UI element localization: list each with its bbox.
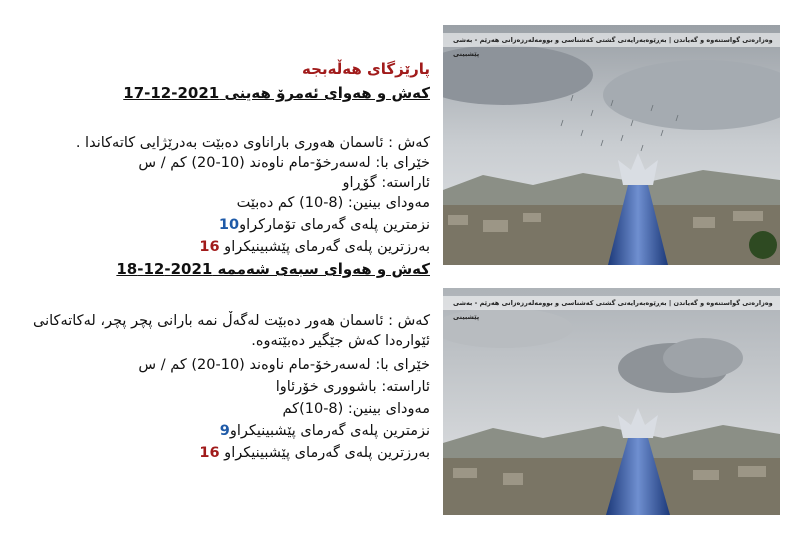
photo-banner-2: وەزارەتی گواستنەوە و گەیاندن | بەڕێوەبەرایەتی گشتی کەشناسی و بوومەلەرزەزانی هەرێم - بەشی پێشبینی bbox=[453, 299, 773, 321]
weather-photo-rain bbox=[443, 25, 780, 265]
day1-min-temp-label: نزمترین پلەی گەرمای تۆمارکراو bbox=[239, 217, 430, 233]
day2-wind-direction: ئاراستە: باشووری خۆرئاوا bbox=[275, 379, 430, 395]
day2-max-temp-label: بەرزترین پلەی گەرمای پێشبینیکراو bbox=[219, 445, 430, 461]
day2-min-temp-label: نزمترین پلەی گەرمای پێشبینیکراو bbox=[229, 423, 430, 439]
day1-max-temp bbox=[199, 238, 430, 256]
day1-heading: کەش و هەوای ئەمرۆ هەینی 2021-12-17 bbox=[123, 84, 430, 102]
photo-banner-1: وەزارەتی گواستنەوە و گەیاندن | بەڕێوەبەرایەتی گشتی کەشناسی و بوومەلەرزەزانی هەرێم - بەشی پێشبینی bbox=[453, 36, 773, 58]
day2-max-temp bbox=[199, 444, 430, 462]
day1-min-temp-value: 10 bbox=[218, 217, 240, 233]
day2-sky-line2: ئێوارەدا کەش جێگیر دەبێتەوە. bbox=[251, 333, 430, 349]
day1-min-temp bbox=[219, 216, 430, 234]
day2-min-temp-value: 9 bbox=[219, 423, 230, 439]
day2-min-temp bbox=[220, 422, 430, 440]
day1-visibility: مەودای بینین: (8-10) کم دەبێت bbox=[236, 195, 430, 211]
page-title: پارێزگای هەڵەبجە bbox=[302, 60, 430, 78]
day2-heading: کەش و هەوای سبەی شەممە 2021-12-18 bbox=[116, 260, 430, 278]
day1-wind-direction: ئاراستە: گۆڕاو bbox=[342, 175, 430, 191]
day2-sky-line1: کەش : ئاسمان هەور دەبێت لەگەڵ نمە بارانی پچر پچر، لەکاتەکانی bbox=[33, 313, 430, 329]
day2-max-temp-value: 16 bbox=[199, 445, 220, 461]
day2-visibility: مەودای بینین: (8-10)کم bbox=[282, 401, 430, 417]
day1-sky: کەش : ئاسمان هەوری باراناوی دەبێت بەدرێژایی کاتەکاندا . bbox=[75, 135, 430, 151]
day1-wind-speed: خێرای با: لەسەرخۆ-مام ناوەند (10-20) کم / س bbox=[138, 155, 430, 171]
rain-scene-image bbox=[443, 25, 780, 265]
weather-photo-cloudy bbox=[443, 288, 780, 515]
day2-wind-speed: خێرای با: لەسەرخۆ-مام ناوەند (10-20) کم / س bbox=[138, 357, 430, 373]
day1-max-temp-value: 16 bbox=[199, 239, 220, 255]
cloudy-scene-image bbox=[443, 288, 780, 515]
day1-max-temp-label: بەرزترین پلەی گەرمای پێشبینیکراو bbox=[219, 239, 430, 255]
